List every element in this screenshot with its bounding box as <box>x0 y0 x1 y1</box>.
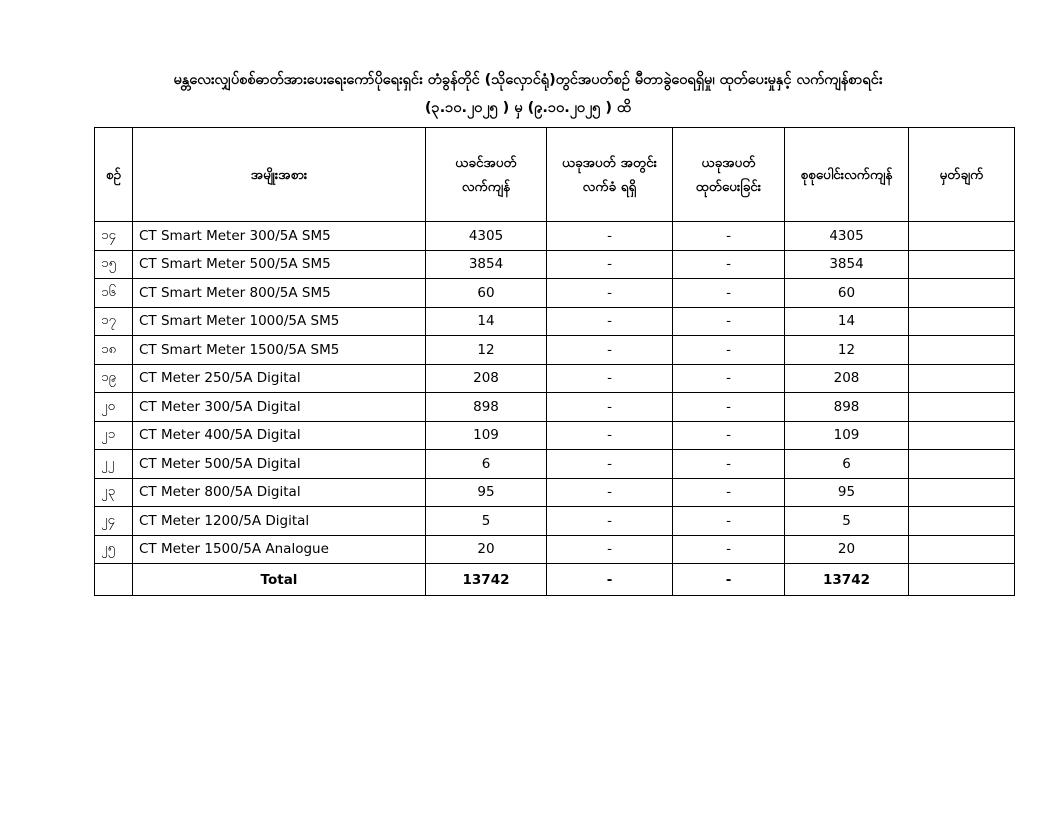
table-row <box>95 364 1015 393</box>
row-remarks <box>909 250 1015 279</box>
table-row <box>95 421 1015 450</box>
row-received: - <box>547 478 673 507</box>
row-item-name: CT Smart Meter 800/5A SM5 <box>133 279 426 308</box>
row-total-balance: 60 <box>785 279 909 308</box>
row-remarks <box>909 336 1015 365</box>
row-sn: ၁၅ <box>95 250 133 279</box>
row-received: - <box>547 364 673 393</box>
row-remarks <box>909 279 1015 308</box>
row-issued: - <box>673 393 785 422</box>
title-line-1: မန္တလေးလျှပ်စစ်ဓာတ်အားပေးရေးကော်ပိုရေးရှင်း တံခွန်တိုင် (သိုလှောင်ရုံ)တွင်အပတ်စဉ် မီတာခွဲဝေရရှိမှု၊ ထုတ်ပေးမှုနှင့် လက်ကျန်စာရင်း <box>173 72 883 88</box>
row-item-name: CT Meter 400/5A Digital <box>133 421 426 450</box>
row-remarks <box>909 535 1015 564</box>
table-row <box>95 222 1015 251</box>
row-total-balance: 3854 <box>785 250 909 279</box>
row-total-balance: 4305 <box>785 222 909 251</box>
row-prev-balance: 95 <box>426 478 547 507</box>
table-row <box>95 250 1015 279</box>
row-remarks <box>909 222 1015 251</box>
row-issued: - <box>673 279 785 308</box>
table-row <box>95 307 1015 336</box>
meter-stock-table <box>94 127 1015 596</box>
row-prev-balance: 109 <box>426 421 547 450</box>
row-sn: ၁၄ <box>95 222 133 251</box>
row-item-name: CT Meter 1500/5A Analogue <box>133 535 426 564</box>
row-issued: - <box>673 535 785 564</box>
row-remarks <box>909 478 1015 507</box>
row-sn: ၁၇ <box>95 307 133 336</box>
row-prev-balance: 898 <box>426 393 547 422</box>
row-item-name: CT Meter 1200/5A Digital <box>133 507 426 536</box>
row-sn: ၂၃ <box>95 478 133 507</box>
row-received: - <box>547 450 673 479</box>
row-issued: - <box>673 421 785 450</box>
col-header-total-balance: စုစုပေါင်းလက်ကျန် <box>785 128 909 222</box>
total-balance: 13742 <box>785 564 909 596</box>
row-issued: - <box>673 478 785 507</box>
row-sn: ၂၂ <box>95 450 133 479</box>
header-row <box>95 128 1015 222</box>
row-received: - <box>547 535 673 564</box>
table-row <box>95 535 1015 564</box>
table-row <box>95 336 1015 365</box>
col-header-prev-balance: ယခင်အပတ် လက်ကျန် <box>426 128 547 222</box>
row-issued: - <box>673 250 785 279</box>
row-sn: ၁၆ <box>95 279 133 308</box>
row-prev-balance: 6 <box>426 450 547 479</box>
row-prev-balance: 4305 <box>426 222 547 251</box>
total-label: Total <box>133 564 426 596</box>
table-body <box>95 222 1015 564</box>
row-remarks <box>909 450 1015 479</box>
row-sn: ၂၅ <box>95 535 133 564</box>
row-prev-balance: 20 <box>426 535 547 564</box>
row-prev-balance: 5 <box>426 507 547 536</box>
row-remarks <box>909 307 1015 336</box>
col-header-received: ယခုအပတ် အတွင်းလက်ခံ ရရှိ <box>547 128 673 222</box>
row-sn: ၂၀ <box>95 393 133 422</box>
row-total-balance: 14 <box>785 307 909 336</box>
row-item-name: CT Meter 800/5A Digital <box>133 478 426 507</box>
row-prev-balance: 3854 <box>426 250 547 279</box>
row-sn: ၂၄ <box>95 507 133 536</box>
row-received: - <box>547 279 673 308</box>
row-remarks <box>909 364 1015 393</box>
row-received: - <box>547 421 673 450</box>
row-total-balance: 20 <box>785 535 909 564</box>
table-row <box>95 507 1015 536</box>
row-prev-balance: 208 <box>426 364 547 393</box>
total-remarks <box>909 564 1015 596</box>
total-issued: - <box>673 564 785 596</box>
row-received: - <box>547 222 673 251</box>
row-received: - <box>547 393 673 422</box>
row-total-balance: 95 <box>785 478 909 507</box>
col-header-sn: စဉ် <box>95 128 133 222</box>
total-prev-balance: 13742 <box>426 564 547 596</box>
row-total-balance: 12 <box>785 336 909 365</box>
row-issued: - <box>673 336 785 365</box>
row-item-name: CT Smart Meter 1500/5A SM5 <box>133 336 426 365</box>
row-total-balance: 208 <box>785 364 909 393</box>
table-row <box>95 393 1015 422</box>
table-row <box>95 450 1015 479</box>
row-issued: - <box>673 307 785 336</box>
row-item-name: CT Meter 250/5A Digital <box>133 364 426 393</box>
table-row <box>95 279 1015 308</box>
row-remarks <box>909 393 1015 422</box>
title-date-range: (၃.၁၀.၂၀၂၅ ) မှ (၉.၁၀.၂၀၂၅ ) ထိ <box>424 100 632 116</box>
total-row <box>95 564 1015 596</box>
row-remarks <box>909 421 1015 450</box>
row-received: - <box>547 307 673 336</box>
row-item-name: CT Meter 300/5A Digital <box>133 393 426 422</box>
row-received: - <box>547 250 673 279</box>
row-sn: ၁၈ <box>95 336 133 365</box>
col-header-issued: ယခုအပတ် ထုတ်ပေးခြင်း <box>673 128 785 222</box>
row-received: - <box>547 507 673 536</box>
col-header-item: အမျိုးအစား <box>133 128 426 222</box>
col-header-remarks: မှတ်ချက် <box>909 128 1015 222</box>
row-total-balance: 109 <box>785 421 909 450</box>
row-issued: - <box>673 450 785 479</box>
document-title <box>0 66 1056 122</box>
row-prev-balance: 12 <box>426 336 547 365</box>
total-sn-cell <box>95 564 133 596</box>
row-sn: ၁၉ <box>95 364 133 393</box>
row-issued: - <box>673 222 785 251</box>
row-item-name: CT Smart Meter 1000/5A SM5 <box>133 307 426 336</box>
row-total-balance: 5 <box>785 507 909 536</box>
row-total-balance: 6 <box>785 450 909 479</box>
row-total-balance: 898 <box>785 393 909 422</box>
row-item-name: CT Smart Meter 500/5A SM5 <box>133 250 426 279</box>
row-issued: - <box>673 507 785 536</box>
table-row <box>95 478 1015 507</box>
row-remarks <box>909 507 1015 536</box>
total-received: - <box>547 564 673 596</box>
row-item-name: CT Smart Meter 300/5A SM5 <box>133 222 426 251</box>
row-issued: - <box>673 364 785 393</box>
row-sn: ၂၁ <box>95 421 133 450</box>
row-received: - <box>547 336 673 365</box>
row-item-name: CT Meter 500/5A Digital <box>133 450 426 479</box>
row-prev-balance: 14 <box>426 307 547 336</box>
row-prev-balance: 60 <box>426 279 547 308</box>
